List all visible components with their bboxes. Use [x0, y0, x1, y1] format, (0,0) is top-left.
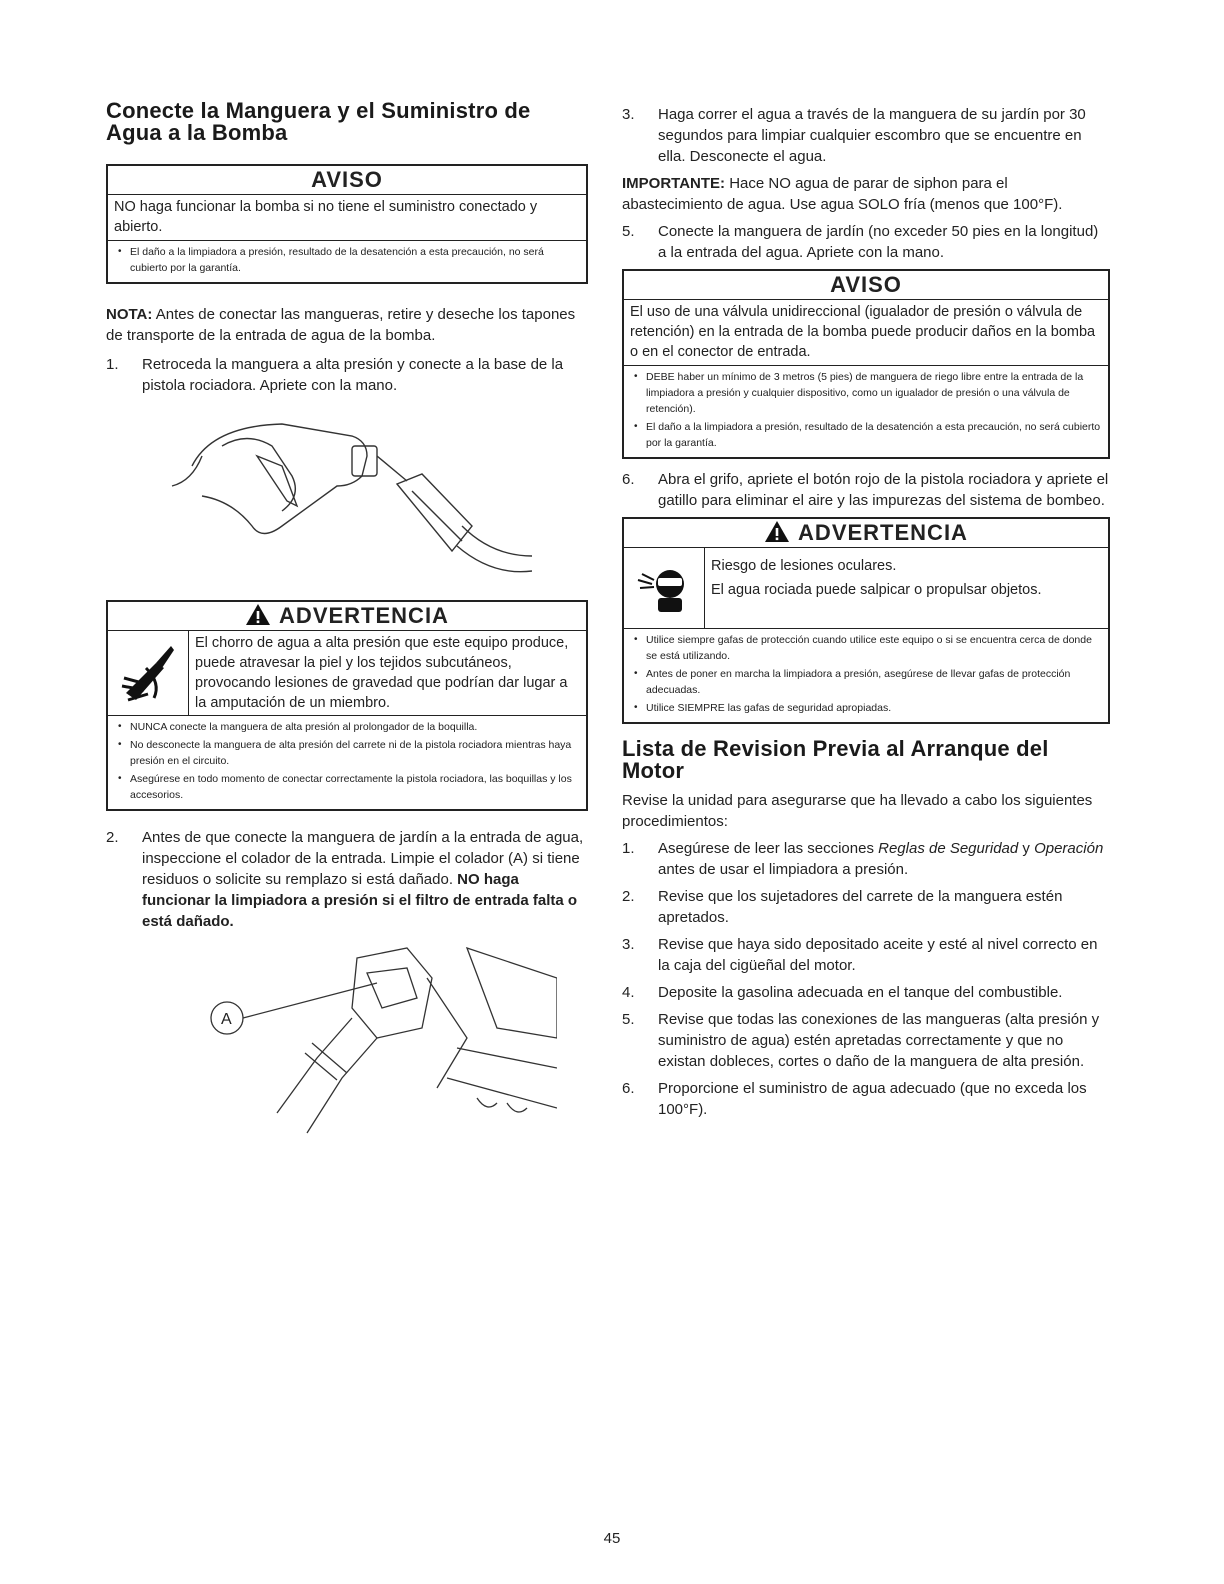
step-number: 6. [622, 471, 635, 488]
section-heading-connect-hose: Conecte la Manguera y el Suministro de Agua a la Bomba [106, 98, 531, 145]
steps-list-left-2 [106, 827, 588, 932]
right-column [622, 104, 1110, 1126]
steps-list-right-2 [622, 221, 1110, 263]
advertencia-body-row [108, 631, 586, 716]
advertencia-title: ADVERTENCIA [798, 520, 968, 545]
advertencia-bullet: • Utilice SIEMPRE las gafas de seguridad apropiadas. [646, 700, 1102, 716]
step-text-bold: NO haga funcionar la limpiadora a presión si el filtro de entrada falta o está dañado. [142, 871, 578, 930]
checklist [622, 838, 1110, 1120]
advertencia-text-block [705, 548, 1108, 628]
checklist-text: Revise que todas las conexiones de las mangueras (alta presión y suministro de agua) estén apretadas correctamente y que no existan dobleces, cortes o daño de la manguera de alta presión. [658, 1011, 1100, 1070]
aviso-text: El uso de una válvula unidireccional (igualador de presión o válvula de retención) en la entrada de la bomba puede producir daños en la bomba o en el conector de entrada. [624, 300, 1108, 366]
checklist-text: antes de usar el limpiadora a presión. [658, 861, 909, 878]
step-number: 3. [622, 936, 635, 953]
steps-list-right-3 [622, 469, 1110, 511]
aviso-box-right [622, 269, 1110, 459]
checklist-text: y [1018, 840, 1035, 857]
steps-list-right-1 [622, 104, 1110, 167]
checklist-text: Deposite la gasolina adecuada en el tanque del combustible. [658, 984, 1063, 1001]
advertencia-text: El chorro de agua a alta presión que este equipo produce, puede atravesar la piel y los tejidos subcutáneos, provocando lesiones de gravedad que podrían dar lugar a la amputación de un miembro. [195, 635, 569, 711]
aviso-title: AVISO [108, 166, 586, 195]
advertencia-bullet: • No desconecte la manguera de alta presión del carrete ni de la pistola rociadora mientras haya presión en el circuito. [130, 737, 580, 769]
step-text: Retroceda la manguera a alta presión y conecte a la base de la pistola rociadora. Apriete con la mano. [142, 356, 564, 394]
advertencia-box-left [106, 600, 588, 811]
importante-paragraph [622, 173, 1110, 215]
advertencia-bullet: • Antes de poner en marcha la limpiadora a presión, asegúrese de llevar gafas de protección adecuadas. [646, 666, 1102, 698]
section-heading-checklist: Lista de Revision Previa al Arranque del Motor [622, 736, 1049, 783]
step-number: 4. [622, 984, 635, 1001]
advertencia-title-row [624, 519, 1108, 548]
warning-triangle-icon [245, 603, 271, 626]
advertencia-box-right [622, 517, 1110, 724]
callout-a-label: A [221, 1011, 232, 1028]
aviso-text: NO haga funcionar la bomba si no tiene el suministro conectado y abierto. [108, 195, 586, 241]
checklist-item [622, 838, 1110, 880]
advertencia-title-row [108, 602, 586, 631]
left-column [106, 100, 588, 1138]
advertencia-line: El agua rociada puede salpicar o propulsar objetos. [711, 582, 1042, 598]
nota-text: Antes de conectar las mangueras, retire y deseche los tapones de transporte de la entrada de agua de la bomba. [106, 306, 576, 344]
aviso-bullets [624, 366, 1108, 457]
aviso-bullet: • DEBE haber un mínimo de 3 metros (5 pies) de manguera de riego libre entre la entrada de la limpiadora a presión y cualquier dispositivo, como un igualador de presión o una válvula de retención). [646, 369, 1102, 417]
checklist-text: Revise que haya sido depositado aceite y esté al nivel correcto en la caja del cigüeñal del motor. [658, 936, 1098, 974]
inlet-filter-illustration [137, 938, 557, 1138]
step-number: 1. [622, 840, 635, 857]
step-number: 5. [622, 223, 635, 240]
checklist-text: Asegúrese de leer las secciones [658, 840, 879, 857]
eye-protection-icon [624, 548, 705, 628]
step-item [622, 469, 1110, 511]
advertencia-title: ADVERTENCIA [279, 603, 449, 628]
checklist-item [622, 886, 1110, 928]
step-item [622, 221, 1110, 263]
step-number: 2. [622, 888, 635, 905]
step-text: Antes de que conecte la manguera de jardín a la entrada de agua, inspeccione el colador de la entrada. Limpie el colador (A) si tiene residuos o solicite su remplazo si está dañado. [142, 829, 584, 888]
checklist-text: Proporcione el suministro de agua adecuado (que no exceda los 100°F). [658, 1080, 1087, 1118]
checklist-intro: Revise la unidad para asegurarse que ha llevado a cabo los siguientes procedimientos: [622, 792, 1093, 830]
step-number: 3. [622, 106, 635, 123]
nota-paragraph [106, 304, 588, 346]
nota-label: NOTA: [106, 306, 153, 323]
advertencia-bullet: • Asegúrese en todo momento de conectar correctamente la pistola rociadora, las boquillas y los accesorios. [130, 771, 580, 803]
checklist-item [622, 1009, 1110, 1072]
advertencia-bullet: • NUNCA conecte la manguera de alta presión al prolongador de la boquilla. [130, 719, 580, 735]
step-item [622, 104, 1110, 167]
checklist-emphasis: Operación [1034, 840, 1104, 857]
checklist-item [622, 982, 1110, 1003]
step-text: Haga correr el agua a través de la manguera de su jardín por 30 segundos para limpiar cualquier escombro que se encuentre en ella. Desconecte el agua. [658, 106, 1086, 165]
step-item [106, 827, 588, 932]
step-text: Abra el grifo, apriete el botón rojo de la pistola rociadora y apriete el gatillo para eliminar el aire y las impurezas del sistema de bombeo. [658, 471, 1109, 509]
checklist-item [622, 1078, 1110, 1120]
warning-triangle-icon [764, 520, 790, 543]
step-number: 5. [622, 1011, 635, 1028]
page-number: 45 [603, 1530, 621, 1547]
importante-label: IMPORTANTE: [622, 175, 726, 192]
importante-text: Hace NO agua de parar de siphon para el abastecimiento de agua. Use agua SOLO fría (menos que 100°F). [622, 175, 1063, 213]
aviso-box-left [106, 164, 588, 284]
step-number: 6. [622, 1080, 635, 1097]
checklist-text: Revise que los sujetadores del carrete de la manguera estén apretados. [658, 888, 1063, 926]
spray-gun-hose-illustration [162, 406, 532, 596]
aviso-bullets [108, 241, 586, 282]
checklist-emphasis: Reglas de Seguridad [878, 840, 1019, 857]
advertencia-bullet: • Utilice siempre gafas de protección cuando utilice este equipo o si se encuentra cerca de donde se está utilizando. [646, 632, 1102, 664]
aviso-title: AVISO [624, 271, 1108, 300]
steps-list-left-1 [106, 354, 588, 396]
aviso-bullet: • El daño a la limpiadora a presión, resultado de la desatención a esta precaución, no será cubierto por la garantía. [646, 419, 1102, 451]
checklist-item [622, 934, 1110, 976]
step-number: 1. [106, 356, 119, 373]
step-text: Conecte la manguera de jardín (no exceder 50 pies en la longitud) a la entrada del agua. Apriete con la mano. [658, 223, 1099, 261]
aviso-bullet: • El daño a la limpiadora a presión, resultado de la desatención a esta precaución, no será cubierto por la garantía. [130, 244, 580, 276]
advertencia-line: Riesgo de lesiones oculares. [711, 558, 897, 574]
advertencia-bullets [108, 716, 586, 809]
advertencia-body-row [624, 548, 1108, 629]
step-number: 2. [106, 829, 119, 846]
step-item [106, 354, 588, 396]
injection-hazard-icon [108, 631, 189, 715]
advertencia-bullets [624, 629, 1108, 722]
